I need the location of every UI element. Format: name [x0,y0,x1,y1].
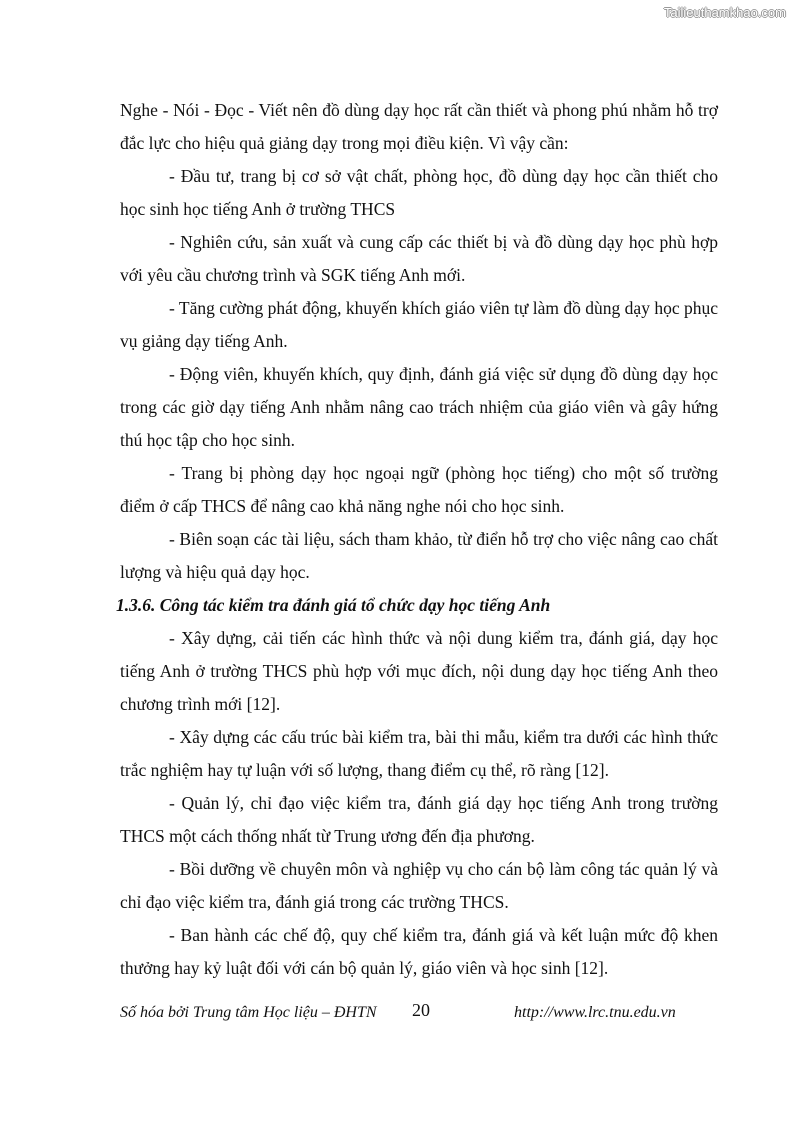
footer-source: Số hóa bởi Trung tâm Học liệu – ĐHTN [120,1004,377,1021]
section-heading: 1.3.6. Công tác kiểm tra đánh giá tổ chức dạy học tiếng Anh [116,595,551,615]
document-body [116,94,718,985]
list-item: - Động viên, khuyến khích, quy định, đánh giá việc sử dụng đồ dùng dạy học trong các giờ dạy tiếng Anh nhằm nâng cao trách nhiệm của giáo viên và gây hứng thú học tập cho học sinh. [120,364,718,450]
list-item: - Biên soạn các tài liệu, sách tham khảo, từ điển hỗ trợ cho việc nâng cao chất lượng và hiệu quả dạy học. [120,529,718,582]
list-item: - Nghiên cứu, sản xuất và cung cấp các thiết bị và đồ dùng dạy học phù hợp với yêu cầu chương trình và SGK tiếng Anh mới. [120,232,718,285]
list-item: - Xây dựng các cấu trúc bài kiểm tra, bài thi mẫu, kiểm tra dưới các hình thức trắc nghiệm hay tự luận với số lượng, thang điểm cụ thể, rõ ràng [12]. [120,727,718,780]
list-item: - Bồi dưỡng về chuyên môn và nghiệp vụ cho cán bộ làm công tác quản lý và chỉ đạo việc kiểm tra, đánh giá trong các trường THCS. [120,859,718,912]
list-item: - Trang bị phòng dạy học ngoại ngữ (phòng học tiếng) cho một số trường điểm ở cấp THCS để nâng cao khả năng nghe nói cho học sinh. [120,463,718,516]
paragraph: Nghe - Nói - Đọc - Viết nên đồ dùng dạy học rất cần thiết và phong phú nhằm hỗ trợ đắc lực cho hiệu quả giảng dạy trong mọi điều kiện. Vì vậy cần: [120,100,718,153]
list-item: - Xây dựng, cải tiến các hình thức và nội dung kiểm tra, đánh giá, dạy học tiếng Anh ở trường THCS phù hợp với mục đích, nội dung dạy học tiếng Anh theo chương trình mới [12]. [120,628,718,714]
footer-url: http://www.lrc.tnu.edu.vn [514,1004,676,1021]
list-item: - Tăng cường phát động, khuyến khích giáo viên tự làm đồ dùng dạy học phục vụ giảng dạy tiếng Anh. [120,298,718,351]
list-item: - Đầu tư, trang bị cơ sở vật chất, phòng học, đồ dùng dạy học cần thiết cho học sinh học tiếng Anh ở trường THCS [120,166,718,219]
watermark: Tailieuthamkhao.com [663,5,786,20]
list-item: - Ban hành các chế độ, quy chế kiểm tra, đánh giá và kết luận mức độ khen thưởng hay kỷ luật đối với cán bộ quản lý, giáo viên và học sinh [12]. [120,925,718,978]
list-item: - Quản lý, chỉ đạo việc kiểm tra, đánh giá dạy học tiếng Anh trong trường THCS một cách thống nhất từ Trung ương đến địa phương. [120,793,718,846]
page-footer [120,1000,718,1026]
page-number: 20 [412,1000,430,1020]
